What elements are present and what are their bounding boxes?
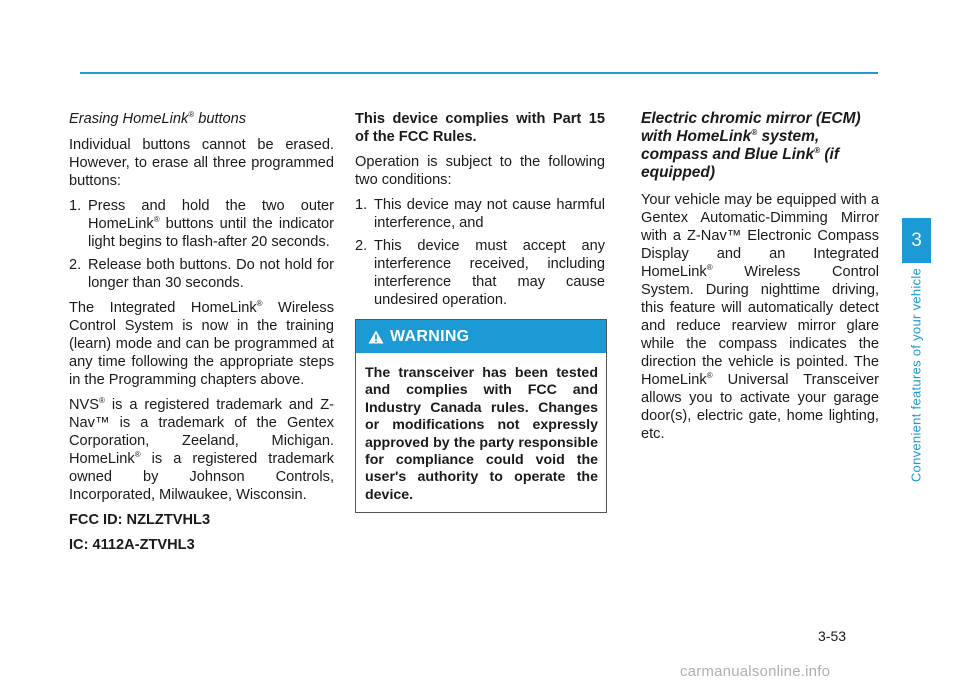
- ic-id: IC: 4112A-ZTVHL3: [69, 537, 195, 553]
- warning-body: The transceiver has been tested and complies with FCC and Industry Canada rules. Changes or modifications not expressly approved by the party responsible for compliance could void the user's authority to operate the device.: [365, 365, 598, 503]
- erasing-intro: Individual buttons cannot be erased. However, to erase all three programmed buttons:: [69, 137, 334, 189]
- ecm-paragraph: Your vehicle may be equipped with a Gentex Automatic-Dimming Mirror with a Z-Nav™ Electronic Compass Display and an Integrated HomeLink® Wireless Control System. During nighttime driving, this feature will automatically detect and reduce rearview mirror glare while the compass indicates the direction the vehicle is pointed. The HomeLink® Universal Transceiver allows you to activate your garage door(s), electric gate, home lighting, etc.: [641, 192, 879, 442]
- column-left: [69, 110, 334, 561]
- column-right: [641, 110, 879, 450]
- list-item: 2. Release both buttons. Do not hold for longer than 30 seconds.: [69, 257, 334, 291]
- top-rule: [80, 72, 878, 74]
- erasing-heading: Erasing HomeLink® buttons: [69, 110, 247, 127]
- chapter-tab: 3: [902, 218, 931, 263]
- chapter-title: Convenient features of your vehicle: [908, 267, 924, 483]
- watermark: carmanualsonline.info: [680, 663, 831, 680]
- page-number: 3-53: [818, 628, 847, 644]
- operation-conditions: Operation is subject to the following two conditions:: [355, 154, 605, 188]
- column-middle: [355, 110, 605, 513]
- training-mode-paragraph: The Integrated HomeLink® Wireless Control System is now in the training (learn) mode and can be programmed at any time following the appropriate steps in the Programming chapters above.: [69, 299, 334, 388]
- list-item: 1. Press and hold the two outer HomeLink® buttons until the indicator light begins to flash-after 20 seconds.: [69, 198, 334, 250]
- fcc-compliance: This device complies with Part 15 of the FCC Rules.: [355, 111, 605, 145]
- erasing-steps: [69, 197, 334, 292]
- warning-header: [356, 320, 606, 353]
- list-item: 2. This device must accept any interference received, including interference that may cause undesired operation.: [355, 238, 605, 308]
- conditions-list: [355, 196, 605, 309]
- warning-triangle-icon: [368, 330, 384, 344]
- trademark-paragraph: NVS® is a registered trademark and Z-Nav™ is a trademark of the Gentex Corporation, Zeeland, Michigan. HomeLink® is a registered trademark owned by Johnson Controls, Incorporated, Milwaukee, Wisconsin.: [69, 396, 334, 503]
- fcc-id: FCC ID: NZLZTVHL3: [69, 512, 211, 528]
- warning-box: [355, 319, 607, 513]
- warning-title: WARNING: [390, 327, 470, 345]
- list-item: 1. This device may not cause harmful interference, and: [355, 197, 605, 231]
- ecm-heading: Electric chromic mirror (ECM) with HomeLink® system, compass and Blue Link® (if equipped): [641, 110, 861, 181]
